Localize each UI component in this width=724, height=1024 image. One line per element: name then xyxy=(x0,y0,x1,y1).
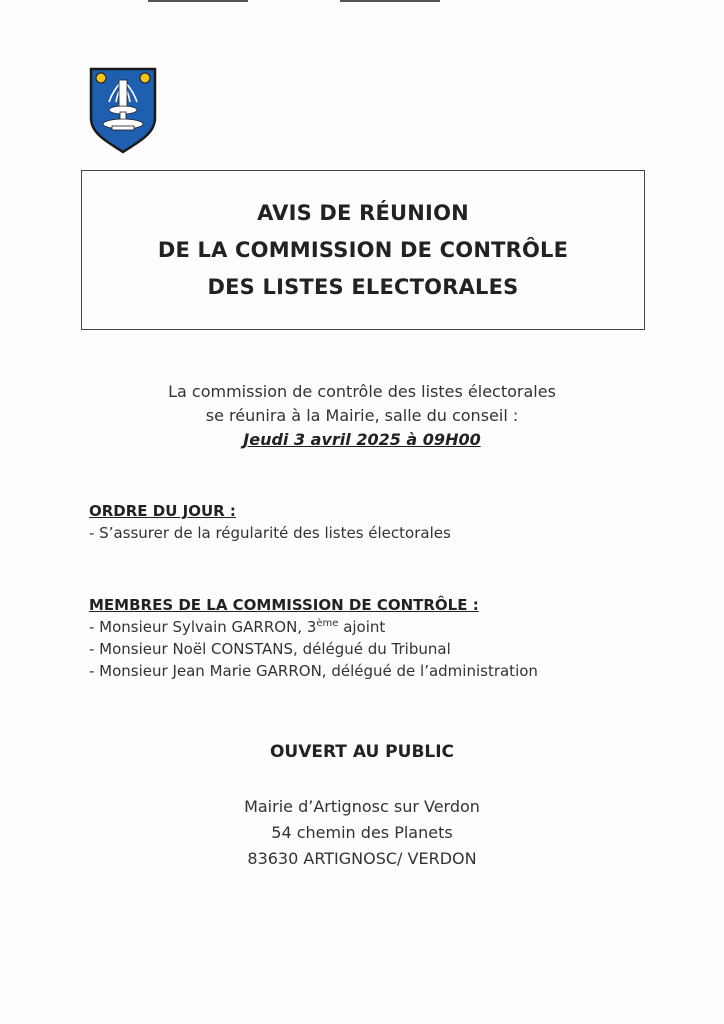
address-line-2: 54 chemin des Planets xyxy=(271,823,453,842)
address-line-1: Mairie d’Artignosc sur Verdon xyxy=(244,797,480,816)
members-heading: MEMBRES DE LA COMMISSION DE CONTRÔLE : xyxy=(89,596,479,614)
member-1-ordinal: ème xyxy=(316,618,339,629)
members-section xyxy=(89,594,538,682)
title-line-1: AVIS DE RÉUNION xyxy=(257,200,469,225)
address-line-3: 83630 ARTIGNOSC/ VERDON xyxy=(247,849,477,868)
agenda-item: - S’assurer de la régularité des listes électorales xyxy=(89,524,451,542)
title-box xyxy=(81,170,645,330)
public-notice: OUVERT AU PUBLIC xyxy=(269,742,455,762)
title-line-3: DES LISTES ELECTORALES xyxy=(207,274,519,299)
municipal-crest-icon xyxy=(88,66,158,154)
agenda-section xyxy=(89,500,451,544)
member-item-1 xyxy=(89,616,538,638)
member-item-3: - Monsieur Jean Marie GARRON, délégué de l’administration xyxy=(89,662,538,680)
intro-line-2: se réunira à la Mairie, salle du conseil : xyxy=(205,406,519,425)
meeting-intro xyxy=(0,380,724,452)
scan-mark-left xyxy=(148,0,248,2)
member-item-2: - Monsieur Noël CONSTANS, délégué du Tribunal xyxy=(89,640,451,658)
agenda-heading: ORDRE DU JOUR : xyxy=(89,502,236,520)
intro-line-1: La commission de contrôle des listes électorales xyxy=(168,382,556,401)
member-1-name: - Monsieur Sylvain GARRON, 3 xyxy=(89,618,317,636)
member-1-role: ajoint xyxy=(338,618,386,636)
scan-mark-right xyxy=(340,0,440,2)
title-line-2: DE LA COMMISSION DE CONTRÔLE xyxy=(157,237,569,262)
meeting-date: Jeudi 3 avril 2025 à 09H00 xyxy=(243,430,481,449)
mairie-address xyxy=(0,794,724,872)
